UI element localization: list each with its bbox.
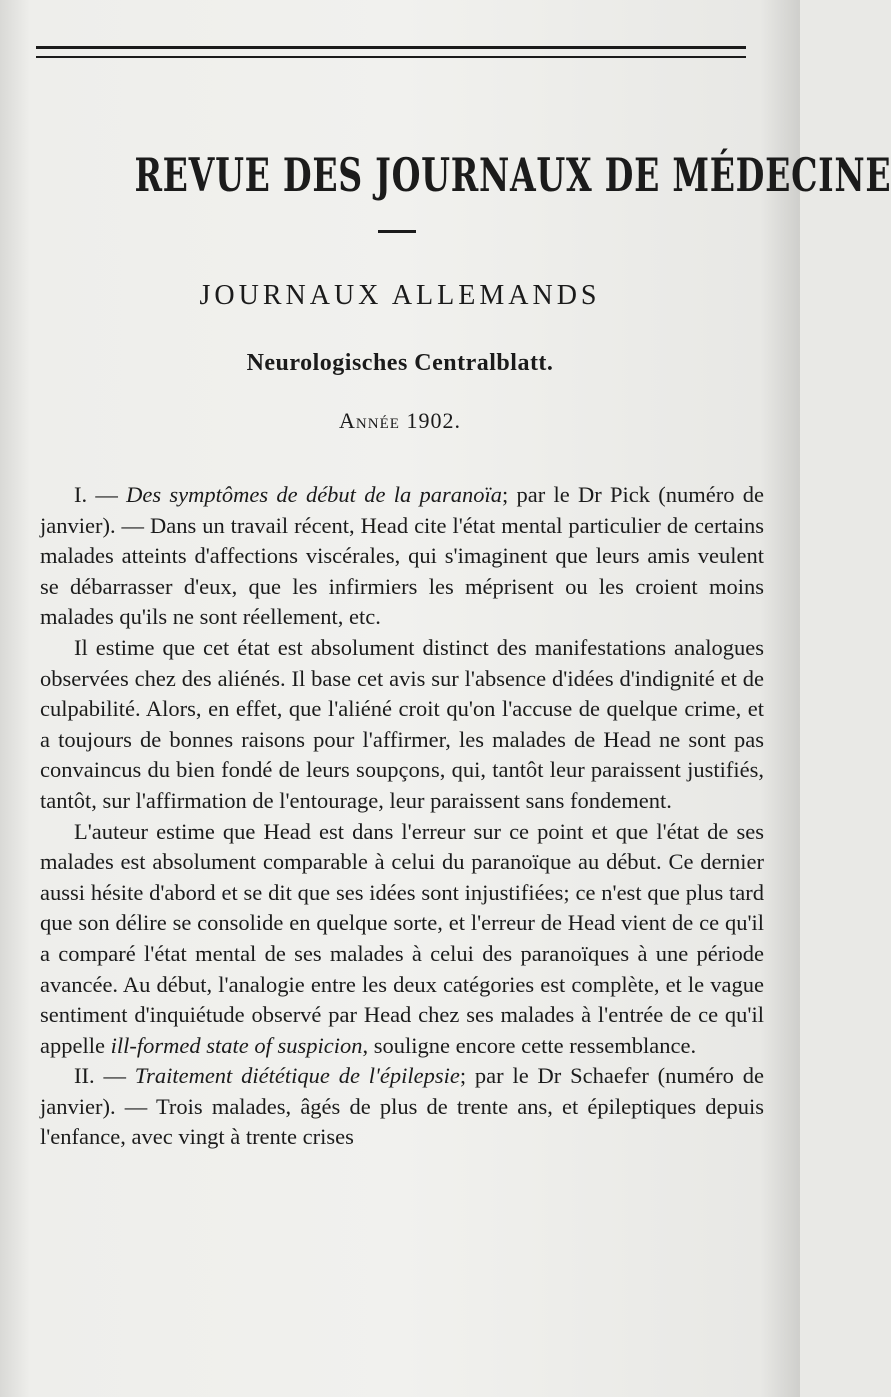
page-title: REVUE DES JOURNAUX DE MÉDECINE	[134, 148, 891, 202]
year-label: Année	[339, 408, 400, 433]
article-1-intro: ; par le Dr Pick (numéro de janvier). — Dans un travail récent, Head cite l'état mental particulier de certains malades atteints d'affections viscérales, qui s'imaginent que leurs amis veulent se débarrasser d'eux, que les infirmiers les méprisent ou les croient moins malades qu'ils ne sont réellement, etc.	[40, 482, 765, 630]
article-body	[40, 480, 764, 1153]
article-2-intro: ; par le Dr Schaefer (numéro de janvier). — Trois malades, âgés de plus de trente ans, et épileptiques depuis l'enfance, avec vingt à trente crises	[40, 1063, 764, 1150]
year-value: 1902.	[406, 408, 461, 433]
title-separator	[378, 230, 416, 233]
header-rule-top	[36, 46, 746, 49]
article-1-paragraph-3	[40, 817, 764, 1062]
header-rule-bottom	[36, 56, 746, 58]
article-2-title: Traitement diététique de l'épilepsie	[134, 1063, 460, 1089]
article-1-number: I. —	[74, 482, 118, 507]
article-1-paragraph	[40, 480, 764, 633]
section-title: JOURNAUX ALLEMANDS	[199, 280, 601, 311]
paragraph-3-text-before: L'auteur estime que Head est dans l'erreur sur ce point et que l'état de ses malades est absolument comparable à celui du paranoïque au début. Ce dernier aussi hésite d'abord et se dit que ses idées sont injustifiées; ce n'est que plus tard que son délire se consolide en quelque sorte, et l'erreur de Head vient de ce qu'il a comparé l'état mental de ses malades à celui des paranoïques à une période avancée. Au début, l'analogie entre les deux catégories est complète, et le vague sentiment d'inquiétude observé par Head chez ses malades à l'entrée de ce qu'il appelle	[40, 818, 764, 1058]
year-heading	[0, 408, 800, 434]
article-1-title: Des symptômes de début de la paranoïa	[126, 482, 502, 507]
article-2-number: II. —	[74, 1063, 126, 1089]
article-1-paragraph-2: Il estime que cet état est absolument distinct des manifestations analogues observées chez des aliénés. Il base cet avis sur l'absence d'idées d'indignité et de culpabilité. Alors, en effet, que l'aliéné croit qu'on l'accuse de quelque crime, et a toujours de bonnes raisons pour l'affirmer, les malades de Head ne sont pas convaincus du bien fondé de leurs soupçons, qui, tantôt leur paraissent justifiés, tantôt, sur l'affirmation de l'entourage, leur paraissent sans fondement.	[40, 634, 764, 813]
paragraph-3-text-after: , souligne encore cette ressemblance.	[362, 1032, 697, 1058]
paragraph-3-emphasis: ill-formed state of suspicion	[110, 1032, 363, 1058]
article-2-paragraph	[40, 1061, 764, 1153]
journal-title: Neurologisches Centralblatt.	[246, 350, 554, 376]
